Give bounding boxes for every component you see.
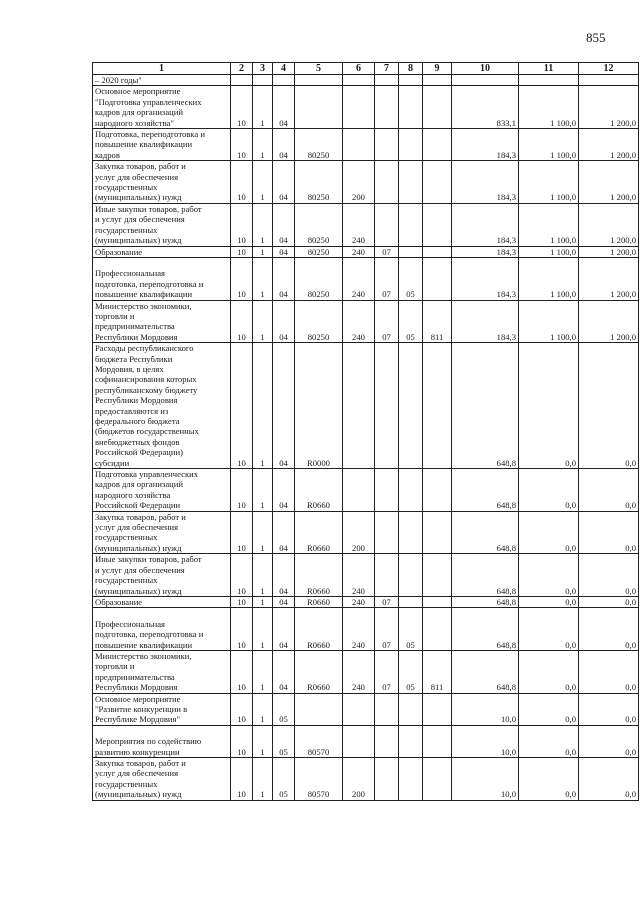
amount-cell: 1 200,0	[579, 129, 639, 161]
code-cell: 1	[253, 596, 273, 607]
amount-cell: 0,0	[579, 596, 639, 607]
amount-cell: 0,0	[579, 554, 639, 597]
code-cell	[399, 725, 423, 757]
amount-cell: 10,0	[452, 758, 519, 801]
code-cell: 200	[343, 758, 375, 801]
code-cell: 05	[273, 758, 295, 801]
column-header: 7	[375, 63, 399, 75]
code-cell	[295, 75, 343, 86]
code-cell	[423, 75, 452, 86]
code-cell: 811	[423, 650, 452, 693]
amount-cell: 1 200,0	[579, 300, 639, 343]
amount-cell: 1 100,0	[519, 300, 579, 343]
row-name-cell: Подготовка, переподготовка и повышение квалификации кадров	[93, 129, 231, 161]
code-cell	[375, 86, 399, 129]
column-header: 6	[343, 63, 375, 75]
code-cell: 04	[273, 343, 295, 469]
code-cell: 10	[231, 650, 253, 693]
amount-cell: 0,0	[519, 608, 579, 651]
code-cell: 1	[253, 650, 273, 693]
code-cell: 1	[253, 511, 273, 554]
page-number: 855	[586, 30, 606, 45]
code-cell: 10	[231, 554, 253, 597]
code-cell	[399, 129, 423, 161]
code-cell	[399, 246, 423, 257]
code-cell: 80570	[295, 758, 343, 801]
code-cell: 10	[231, 725, 253, 757]
row-name-cell: Мероприятия по содействию развитию конкуренции	[93, 725, 231, 757]
amount-cell: 0,0	[579, 469, 639, 512]
code-cell	[423, 86, 452, 129]
code-cell	[399, 343, 423, 469]
code-cell	[375, 693, 399, 725]
code-cell: 240	[343, 596, 375, 607]
code-cell: 04	[273, 469, 295, 512]
code-cell	[343, 343, 375, 469]
code-cell	[423, 596, 452, 607]
code-cell: 1	[253, 161, 273, 204]
code-cell	[399, 161, 423, 204]
amount-cell: 1 100,0	[519, 257, 579, 300]
table-header-row	[93, 63, 639, 75]
code-cell	[423, 725, 452, 757]
code-cell: 1	[253, 554, 273, 597]
amount-cell: 0,0	[519, 469, 579, 512]
amount-cell: 1 100,0	[519, 203, 579, 246]
code-cell	[375, 469, 399, 512]
column-header: 5	[295, 63, 343, 75]
amount-cell: 184,3	[452, 161, 519, 204]
code-cell	[423, 608, 452, 651]
code-cell	[375, 511, 399, 554]
code-cell: 07	[375, 300, 399, 343]
code-cell	[343, 469, 375, 512]
code-cell: 1	[253, 608, 273, 651]
code-cell: 04	[273, 554, 295, 597]
code-cell: 10	[231, 596, 253, 607]
code-cell: 200	[343, 161, 375, 204]
amount-cell: 0,0	[579, 650, 639, 693]
table-row	[93, 511, 639, 554]
code-cell: 04	[273, 257, 295, 300]
amount-cell: 1 200,0	[579, 246, 639, 257]
code-cell	[343, 693, 375, 725]
code-cell: 240	[343, 608, 375, 651]
amount-cell: 184,3	[452, 246, 519, 257]
code-cell: 80250	[295, 257, 343, 300]
table-row	[93, 257, 639, 300]
amount-cell: 0,0	[519, 343, 579, 469]
code-cell: R0660	[295, 650, 343, 693]
code-cell	[375, 129, 399, 161]
code-cell	[399, 75, 423, 86]
code-cell: 811	[423, 300, 452, 343]
table-row	[93, 246, 639, 257]
code-cell	[423, 161, 452, 204]
code-cell: 05	[273, 725, 295, 757]
code-cell: R0660	[295, 554, 343, 597]
code-cell: 07	[375, 650, 399, 693]
code-cell: R0660	[295, 608, 343, 651]
code-cell: 04	[273, 246, 295, 257]
row-name-cell: Иные закупки товаров, работ и услуг для обеспечения государственных (муниципальных) нужд	[93, 203, 231, 246]
code-cell: 10	[231, 608, 253, 651]
code-cell: 04	[273, 596, 295, 607]
code-cell: 07	[375, 608, 399, 651]
table-row	[93, 608, 639, 651]
code-cell: 240	[343, 650, 375, 693]
amount-cell: 184,3	[452, 129, 519, 161]
code-cell	[423, 129, 452, 161]
row-name-cell: Министерство экономики, торговли и предпринимательства Республики Мордовия	[93, 300, 231, 343]
code-cell	[375, 554, 399, 597]
code-cell: 04	[273, 511, 295, 554]
table-row	[93, 300, 639, 343]
amount-cell: 1 200,0	[579, 203, 639, 246]
amount-cell: 0,0	[519, 758, 579, 801]
code-cell: 1	[253, 725, 273, 757]
code-cell: 04	[273, 129, 295, 161]
code-cell: 240	[343, 246, 375, 257]
row-name-cell: Расходы республиканского бюджета Республики Мордовия, в целях софинансирования которых республиканскому бюджету Республики Мордовия предоставляются из федерального бюджета (бюджетов государственных внебюджетных фондов Российской Федерации) субсидии	[93, 343, 231, 469]
code-cell: 10	[231, 693, 253, 725]
table-row	[93, 86, 639, 129]
table-row	[93, 469, 639, 512]
code-cell	[375, 161, 399, 204]
code-cell: 10	[231, 511, 253, 554]
amount-cell: 184,3	[452, 300, 519, 343]
table-row	[93, 129, 639, 161]
code-cell	[375, 203, 399, 246]
code-cell: 1	[253, 343, 273, 469]
code-cell: 1	[253, 129, 273, 161]
code-cell: R0660	[295, 511, 343, 554]
code-cell	[273, 75, 295, 86]
code-cell	[375, 758, 399, 801]
code-cell	[423, 469, 452, 512]
code-cell	[423, 554, 452, 597]
code-cell: 05	[399, 300, 423, 343]
amount-cell: 648,8	[452, 343, 519, 469]
column-header: 10	[452, 63, 519, 75]
code-cell	[399, 203, 423, 246]
column-header: 3	[253, 63, 273, 75]
amount-cell: 648,8	[452, 596, 519, 607]
code-cell: 05	[399, 257, 423, 300]
amount-cell: 0,0	[579, 343, 639, 469]
amount-cell: 648,8	[452, 650, 519, 693]
code-cell: 80250	[295, 246, 343, 257]
code-cell: 240	[343, 257, 375, 300]
code-cell: 10	[231, 758, 253, 801]
amount-cell: 0,0	[519, 554, 579, 597]
code-cell: 10	[231, 129, 253, 161]
code-cell: 07	[375, 246, 399, 257]
column-header: 11	[519, 63, 579, 75]
amount-cell: 0,0	[519, 725, 579, 757]
amount-cell: 0,0	[579, 725, 639, 757]
column-header: 8	[399, 63, 423, 75]
column-header: 4	[273, 63, 295, 75]
amount-cell: 0,0	[579, 608, 639, 651]
code-cell: 240	[343, 554, 375, 597]
code-cell	[343, 129, 375, 161]
column-header: 1	[93, 63, 231, 75]
code-cell	[399, 554, 423, 597]
code-cell: 1	[253, 693, 273, 725]
amount-cell: 1 200,0	[579, 257, 639, 300]
code-cell: 10	[231, 300, 253, 343]
amount-cell: 833,1	[452, 86, 519, 129]
row-name-cell: Закупка товаров, работ и услуг для обеспечения государственных (муниципальных) нужд	[93, 161, 231, 204]
code-cell: 04	[273, 300, 295, 343]
code-cell: 80570	[295, 725, 343, 757]
amount-cell: 10,0	[452, 693, 519, 725]
amount-cell: 10,0	[452, 725, 519, 757]
table-row	[93, 343, 639, 469]
code-cell: 10	[231, 469, 253, 512]
code-cell	[423, 257, 452, 300]
code-cell: R0660	[295, 596, 343, 607]
amount-cell: 0,0	[519, 511, 579, 554]
table-row	[93, 161, 639, 204]
code-cell: 05	[273, 693, 295, 725]
column-header: 9	[423, 63, 452, 75]
code-cell: 04	[273, 608, 295, 651]
code-cell: 1	[253, 86, 273, 129]
code-cell: 10	[231, 257, 253, 300]
code-cell: 04	[273, 161, 295, 204]
code-cell	[399, 693, 423, 725]
code-cell: 80250	[295, 203, 343, 246]
amount-cell: 0,0	[519, 693, 579, 725]
code-cell	[423, 758, 452, 801]
code-cell	[423, 246, 452, 257]
amount-cell	[452, 75, 519, 86]
code-cell: 10	[231, 86, 253, 129]
code-cell	[253, 75, 273, 86]
table-row	[93, 758, 639, 801]
budget-table	[92, 62, 639, 801]
row-name-cell: Профессиональная подготовка, переподготовка и повышение квалификации	[93, 608, 231, 651]
amount-cell: 1 200,0	[579, 86, 639, 129]
code-cell: 240	[343, 203, 375, 246]
amount-cell: 184,3	[452, 257, 519, 300]
amount-cell: 1 100,0	[519, 161, 579, 204]
code-cell: 240	[343, 300, 375, 343]
table-row	[93, 693, 639, 725]
table-row	[93, 650, 639, 693]
table-row	[93, 596, 639, 607]
row-name-cell: Закупка товаров, работ и услуг для обеспечения государственных (муниципальных) нужд	[93, 511, 231, 554]
code-cell: R0000	[295, 343, 343, 469]
amount-cell: 184,3	[452, 203, 519, 246]
code-cell	[423, 693, 452, 725]
amount-cell: 648,8	[452, 608, 519, 651]
amount-cell	[519, 75, 579, 86]
amount-cell: 0,0	[579, 758, 639, 801]
code-cell: 04	[273, 203, 295, 246]
code-cell: 04	[273, 86, 295, 129]
table-row	[93, 203, 639, 246]
amount-cell: 0,0	[519, 650, 579, 693]
code-cell: 04	[273, 650, 295, 693]
code-cell	[423, 203, 452, 246]
code-cell	[375, 75, 399, 86]
code-cell: 10	[231, 203, 253, 246]
code-cell	[399, 511, 423, 554]
code-cell	[231, 75, 253, 86]
code-cell: 10	[231, 343, 253, 469]
amount-cell: 0,0	[519, 596, 579, 607]
amount-cell: 0,0	[579, 693, 639, 725]
column-header: 2	[231, 63, 253, 75]
code-cell	[399, 86, 423, 129]
code-cell	[343, 725, 375, 757]
row-name-cell: Основное мероприятие "Развитие конкуренции в Республике Мордовия"	[93, 693, 231, 725]
code-cell	[399, 469, 423, 512]
table-row	[93, 75, 639, 86]
code-cell	[423, 343, 452, 469]
code-cell: 1	[253, 257, 273, 300]
code-cell: 07	[375, 257, 399, 300]
table-row	[93, 554, 639, 597]
amount-cell: 1 100,0	[519, 246, 579, 257]
code-cell	[399, 596, 423, 607]
code-cell: 07	[375, 596, 399, 607]
row-name-cell: Иные закупки товаров, работ и услуг для обеспечения государственных (муниципальных) нужд	[93, 554, 231, 597]
code-cell: 10	[231, 161, 253, 204]
amount-cell: 648,8	[452, 469, 519, 512]
code-cell	[423, 511, 452, 554]
row-name-cell: Профессиональная подготовка, переподготовка и повышение квалификации	[93, 257, 231, 300]
code-cell	[399, 758, 423, 801]
code-cell: 05	[399, 608, 423, 651]
amount-cell: 648,8	[452, 554, 519, 597]
code-cell: R0660	[295, 469, 343, 512]
code-cell: 05	[399, 650, 423, 693]
amount-cell	[579, 75, 639, 86]
row-name-cell: Образование	[93, 596, 231, 607]
code-cell	[375, 343, 399, 469]
code-cell	[343, 75, 375, 86]
row-name-cell: – 2020 годы"	[93, 75, 231, 86]
code-cell: 1	[253, 246, 273, 257]
code-cell	[375, 725, 399, 757]
amount-cell: 1 200,0	[579, 161, 639, 204]
table-row	[93, 725, 639, 757]
code-cell: 10	[231, 246, 253, 257]
code-cell	[295, 693, 343, 725]
amount-cell: 0,0	[579, 511, 639, 554]
amount-cell: 1 100,0	[519, 86, 579, 129]
row-name-cell: Основное мероприятие "Подготовка управленческих кадров для организаций народного хозяйства"	[93, 86, 231, 129]
row-name-cell: Образование	[93, 246, 231, 257]
row-name-cell: Закупка товаров, работ и услуг для обеспечения государственных (муниципальных) нужд	[93, 758, 231, 801]
amount-cell: 648,8	[452, 511, 519, 554]
code-cell: 1	[253, 758, 273, 801]
code-cell: 1	[253, 203, 273, 246]
row-name-cell: Подготовка управленческих кадров для организаций народного хозяйства Российской Федерации	[93, 469, 231, 512]
code-cell: 1	[253, 300, 273, 343]
code-cell: 80250	[295, 129, 343, 161]
row-name-cell: Министерство экономики, торговли и предпринимательства Республики Мордовия	[93, 650, 231, 693]
code-cell: 1	[253, 469, 273, 512]
code-cell: 80250	[295, 300, 343, 343]
code-cell	[295, 86, 343, 129]
amount-cell: 1 100,0	[519, 129, 579, 161]
code-cell	[343, 86, 375, 129]
column-header: 12	[579, 63, 639, 75]
code-cell: 80250	[295, 161, 343, 204]
code-cell: 200	[343, 511, 375, 554]
